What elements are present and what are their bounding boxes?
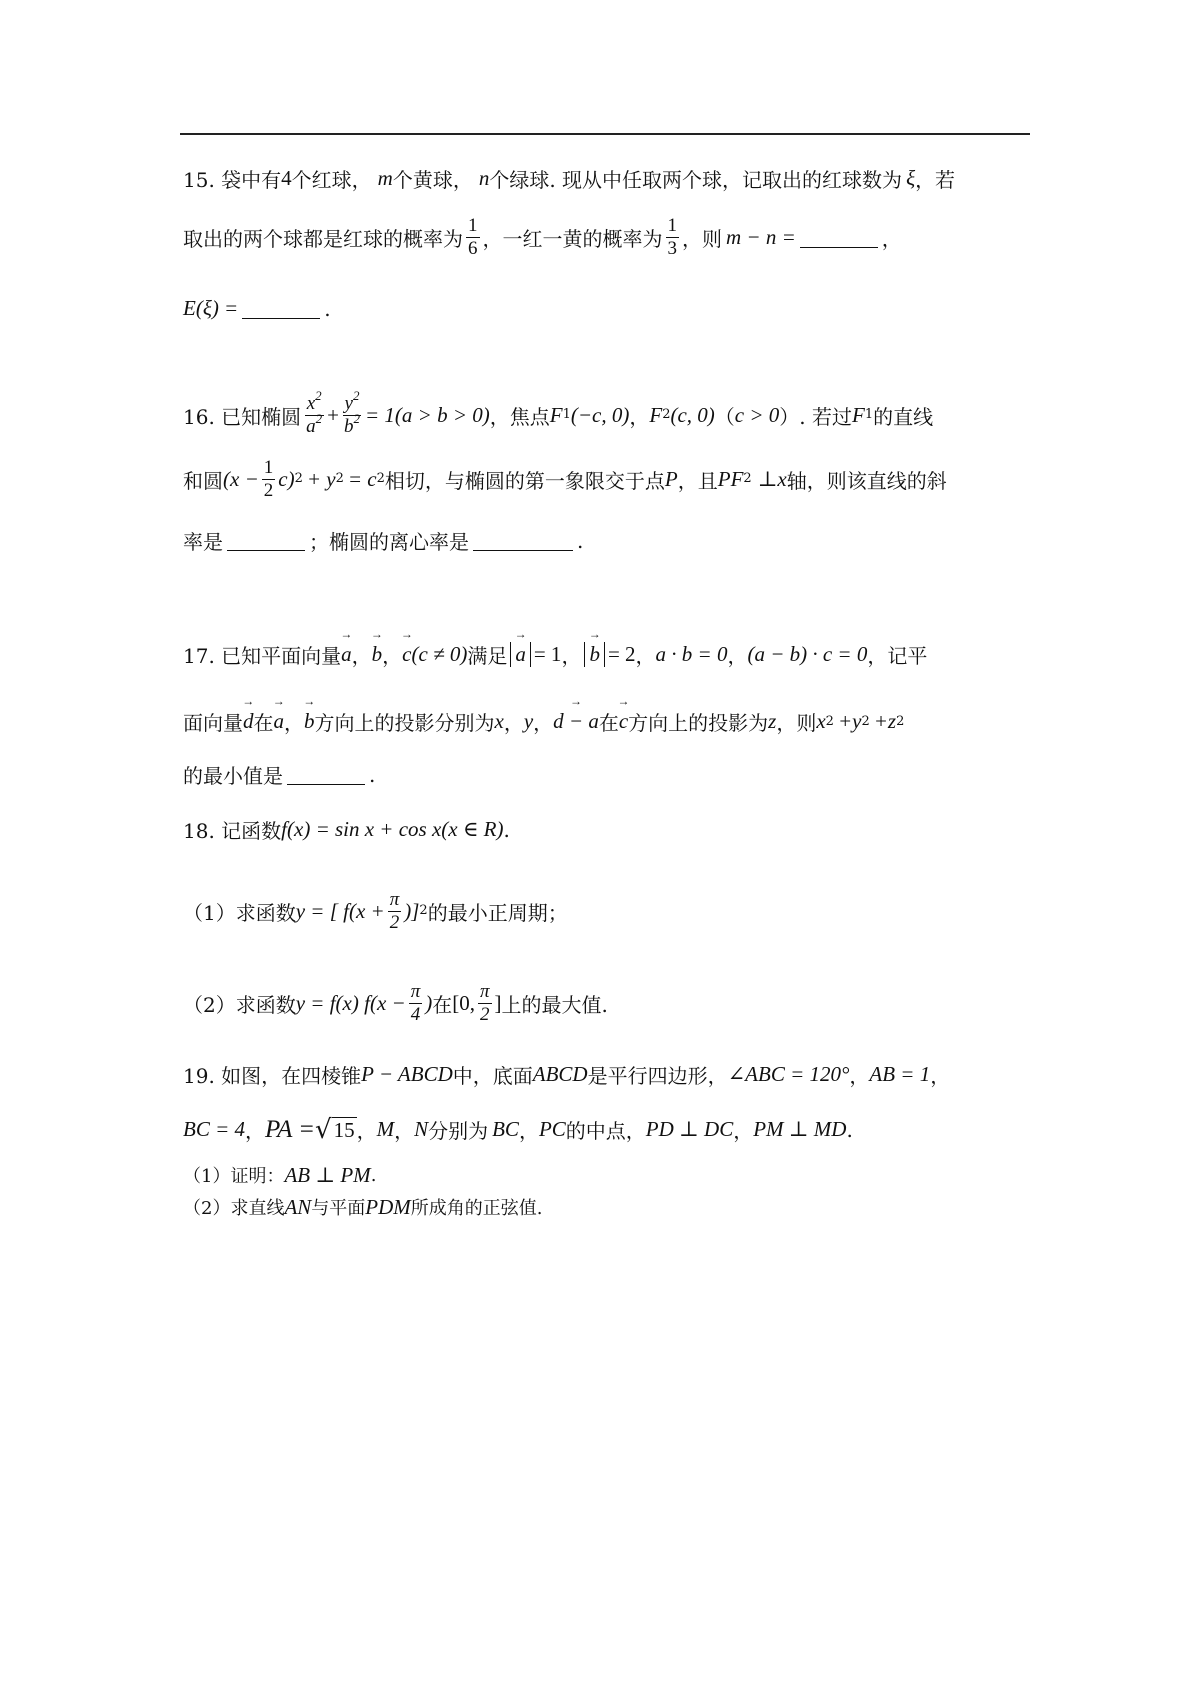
q19-pyramid: P − ABCD [361, 1062, 453, 1086]
q18-fraction-pi-2-interval: $\frac{\pi}{2}$ [479, 981, 490, 1025]
q18-part2-expr: y = f(x) f(x − [295, 990, 406, 1015]
q17-sum-squares: x [816, 709, 826, 733]
q18-fraction-pi-4: $\frac{\pi}{4}$ [410, 981, 421, 1025]
q19-line-3 [183, 1162, 376, 1188]
q19-text: 的中点， [565, 1119, 646, 1143]
q19-text: ， [849, 1064, 870, 1088]
q17-text: ， [561, 644, 582, 668]
q15-var-n: n [478, 166, 490, 190]
q16-fraction-x2-a2: $\frac{x^2}{a^2}$ [306, 388, 323, 437]
q18-part2-expr: ) [425, 990, 433, 1015]
q16-text: 的直线 [873, 404, 934, 429]
q18-text: 上的最大值. [501, 992, 608, 1017]
q17-sum-squares: +z [873, 709, 897, 733]
q19-text: 分别为 [428, 1119, 489, 1143]
q16-text: ，且 [677, 468, 718, 493]
q17-text: ， [351, 644, 372, 668]
q15-expr-m-minus-n: m − n = [726, 224, 796, 249]
q18-text: 的最小正周期； [427, 900, 568, 925]
q15-expr-expectation: E(ξ) = [183, 296, 239, 320]
q16-text: （ [714, 404, 735, 429]
q17-text: ，记平 [867, 644, 928, 668]
q16-circle-expr: + y [306, 466, 336, 491]
q18-text: 在 [432, 992, 453, 1017]
q18-text: 18. 记函数 [183, 819, 282, 843]
q15-line-2 [183, 216, 902, 259]
q19-text: 19. 如图，在四棱锥 [183, 1064, 362, 1088]
q16-text: 轴，则该直线的斜 [786, 468, 947, 493]
q17-text: 在 [598, 711, 619, 735]
q15-line-1 [183, 164, 955, 193]
q16-circle-expr: (x − [223, 466, 259, 491]
q18-text: （2）求函数 [183, 992, 296, 1017]
q17-text: . [369, 762, 376, 787]
q19-point-n: N [414, 1117, 429, 1141]
q16-line-1: 16. 已知椭圆 $\frac{x^2}{a^2}$ + $\frac{y^2}{b^2}$ = 1(a > b > 0) ，焦点 F 1 (−c, 0) ， F 2 (c, 0) （ c > 0 ）. 若过 F 1 的直线 [183, 388, 934, 437]
q15-var-xi: ξ [906, 166, 916, 190]
q15-text: . [324, 296, 331, 321]
q17-line-2: 面向量 → d 在 → a ， → b 方向上的投影分别为 x ， y ， → d − a 在 → c 方向上的投影为 z ，则 x 2 +y 2 +z 2 [183, 707, 904, 736]
q18-interval: ] [494, 990, 502, 1015]
q17-eq2: = 2 [607, 642, 636, 666]
q16-c-positive: c > 0 [734, 402, 780, 427]
q17-vector-c: → c [402, 642, 411, 667]
q17-text: 方向上的投影为 [628, 711, 769, 735]
q17-var-x: x [494, 709, 504, 733]
q17-var-z: z [768, 709, 777, 733]
q15-text: 取出的两个球都是红球的概率为 [183, 226, 463, 251]
q15-var-m: m [377, 166, 393, 190]
q16-answer-blank-eccentricity[interactable] [473, 530, 573, 551]
header-rule [180, 133, 1030, 135]
q19-text: ， [930, 1064, 951, 1088]
q17-line-3 [183, 760, 375, 789]
q17-answer-blank[interactable] [287, 764, 365, 785]
q19-text: 是平行四边形， [587, 1064, 728, 1088]
q19-text: 所成角的正弦值. [410, 1198, 543, 1219]
q17-d-minus-a: → d − a [553, 709, 599, 734]
q17-var-y: y [523, 709, 534, 733]
q16-circle-expr: = c [347, 466, 377, 491]
q19-plane-pdm: PDM [365, 1194, 411, 1219]
q17-vector-a: → a [341, 642, 352, 667]
q15-text: ，则 [682, 226, 722, 251]
q15-text: ， [881, 226, 902, 251]
q16-text: ）. 若过 [779, 404, 852, 429]
q18-text: . [503, 817, 510, 842]
q19-pd-perp-dc: PD ⊥ DC [645, 1117, 734, 1141]
q16-answer-blank-slope[interactable] [227, 530, 305, 551]
q16-focus-f1: F [852, 402, 865, 427]
q17-text: 17. 已知平面向量 [183, 644, 342, 668]
q16-circle-expr: c) [278, 466, 295, 491]
q16-focus-f2-coords: (c, 0) [670, 402, 715, 427]
q17-text: 满足 [467, 644, 508, 668]
q18-line-2: （1）求函数 y = [ f(x + $\frac{\pi}{2}$ )] 2 的最小正周期； [183, 889, 568, 933]
q19-angle: ∠ABC = 120° [727, 1062, 850, 1086]
q15-text: ，若 [915, 168, 956, 192]
q16-text: 和圆 [183, 468, 223, 493]
q17-dot-abc: (a − b) · c = 0 [747, 642, 868, 666]
q15-line-3 [183, 296, 331, 321]
q16-text: ， [629, 404, 650, 429]
q17-text: ，则 [776, 711, 817, 735]
q18-line-3 [183, 982, 608, 1025]
q17-text: 方向上的投影分别为 [314, 711, 495, 735]
q16-text: ；椭圆的离心率是 [309, 530, 469, 554]
q19-base: ABCD [532, 1062, 588, 1086]
q17-text: ， [382, 644, 403, 668]
q18-fraction-pi-2: $\frac{\pi}{2}$ [389, 889, 400, 933]
q19-segment-bc: BC [492, 1117, 519, 1141]
q16-text: 率是 [183, 530, 223, 554]
q15-text: ，一红一黄的概率为 [482, 226, 663, 251]
q17-line-1 [183, 640, 927, 669]
q16-fraction-y2-b2: $\frac{y^2}{b^2}$ [344, 388, 361, 437]
q17-c-nonzero: (c ≠ 0) [411, 642, 468, 666]
q19-pm-perp-md: PM ⊥ MD [753, 1117, 847, 1141]
q19-bc-length: BC = 4 [183, 1117, 246, 1141]
q19-line-1 [183, 1060, 950, 1089]
q19-text: ， [733, 1119, 754, 1143]
q16-focus-f2: F [649, 402, 663, 427]
q15-fraction-1-3: $\frac{1}{3}$ [667, 215, 677, 259]
q16-text: ，焦点 [489, 404, 550, 429]
q19-text: 与平面 [311, 1198, 366, 1219]
q17-text: 面向量 [183, 711, 243, 735]
q16-focus-f1-coords: (−c, 0) [570, 402, 630, 427]
q19-text: ， [394, 1119, 415, 1143]
q17-dot-ab: a · b = 0 [655, 642, 728, 666]
q19-text: ， [356, 1119, 377, 1143]
q18-part1-expr: )] [404, 898, 420, 923]
q16-ellipse-condition: = 1(a > b > 0) [365, 402, 490, 427]
q16-plus: + [327, 402, 340, 427]
q16-text: 16. 已知椭圆 [183, 404, 302, 429]
q17-text: ， [533, 711, 554, 735]
q16-focus-f1: F [549, 402, 563, 427]
q18-interval: [0, [452, 990, 475, 1015]
q15-text: 个红球， [291, 168, 372, 192]
q19-pa-length: PA = [265, 1115, 316, 1143]
q19-line-2 [183, 1115, 853, 1144]
q16-text: 相切，与椭圆的第一象限交于点 [384, 468, 665, 493]
q17-vector-d: → d [243, 709, 254, 734]
q16-point-p: P [664, 466, 678, 491]
q18-line-1 [183, 815, 510, 844]
q18-part1-expr: y = [ f(x + [295, 898, 385, 923]
q19-point-m: M [376, 1117, 395, 1141]
q16-line-2: 和圆 (x − $\frac{1}{2}$ c) 2 + y 2 = c 2 相切，与椭圆的第一象限交于点 P ，且 PF 2 ⊥x 轴，则该直线的斜 [183, 457, 947, 501]
q17-vector-b: → b [304, 709, 315, 734]
q17-eq1: = 1 [533, 642, 562, 666]
q17-abs-a: → a [510, 642, 531, 667]
q17-vector-b: → b [372, 642, 383, 667]
q17-vector-c: → c [619, 709, 628, 734]
q19-text: 中，底面 [452, 1064, 533, 1088]
q17-vector-a: → a [274, 709, 285, 734]
q16-line-3 [183, 526, 583, 555]
q16-fraction-half: $\frac{1}{2}$ [263, 457, 274, 501]
q16-pf2: PF [717, 466, 744, 491]
q18-function-def: f(x) = sin x + cos x(x ∈ R) [281, 817, 504, 841]
q19-text: ， [518, 1119, 539, 1143]
q19-line-an: AN [284, 1194, 312, 1219]
q19-text: ， [245, 1119, 266, 1143]
q19-text: （1）证明： [183, 1166, 285, 1187]
q15-text: 个绿球. 现从中任取两个球，记取出的红球数为 [489, 168, 903, 192]
q19-part1-claim: AB ⊥ PM [284, 1162, 371, 1187]
q19-text: （2）求直线 [183, 1198, 285, 1219]
q15-answer-blank-1[interactable] [800, 227, 878, 248]
q15-text: 15. 袋中有 [183, 168, 282, 192]
q19-ab-length: AB = 1 [869, 1062, 931, 1086]
q19-line-4 [183, 1194, 543, 1220]
q18-text: （1）求函数 [183, 900, 296, 925]
q15-red-count: 4 [281, 166, 292, 190]
q15-answer-blank-2[interactable] [242, 298, 320, 319]
q17-text: ， [727, 644, 748, 668]
q17-text: ， [503, 711, 524, 735]
q17-sum-squares: +y [837, 709, 862, 733]
q15-text: 个黄球， [392, 168, 473, 192]
q17-text: 在 [253, 711, 274, 735]
q17-text: ， [635, 644, 656, 668]
q15-fraction-1-6: $\frac{1}{6}$ [468, 215, 478, 259]
q19-segment-pc: PC [538, 1117, 566, 1141]
q16-perp-x: ⊥x [757, 466, 787, 491]
q17-text: 的最小值是 [183, 764, 283, 788]
q17-abs-b: → b [584, 642, 605, 667]
q16-text: . [577, 528, 584, 553]
q19-sqrt-15: √ 15 [315, 1114, 355, 1145]
q17-text: ， [284, 711, 304, 735]
q19-text: . [370, 1164, 377, 1186]
q19-text: . [846, 1117, 853, 1142]
